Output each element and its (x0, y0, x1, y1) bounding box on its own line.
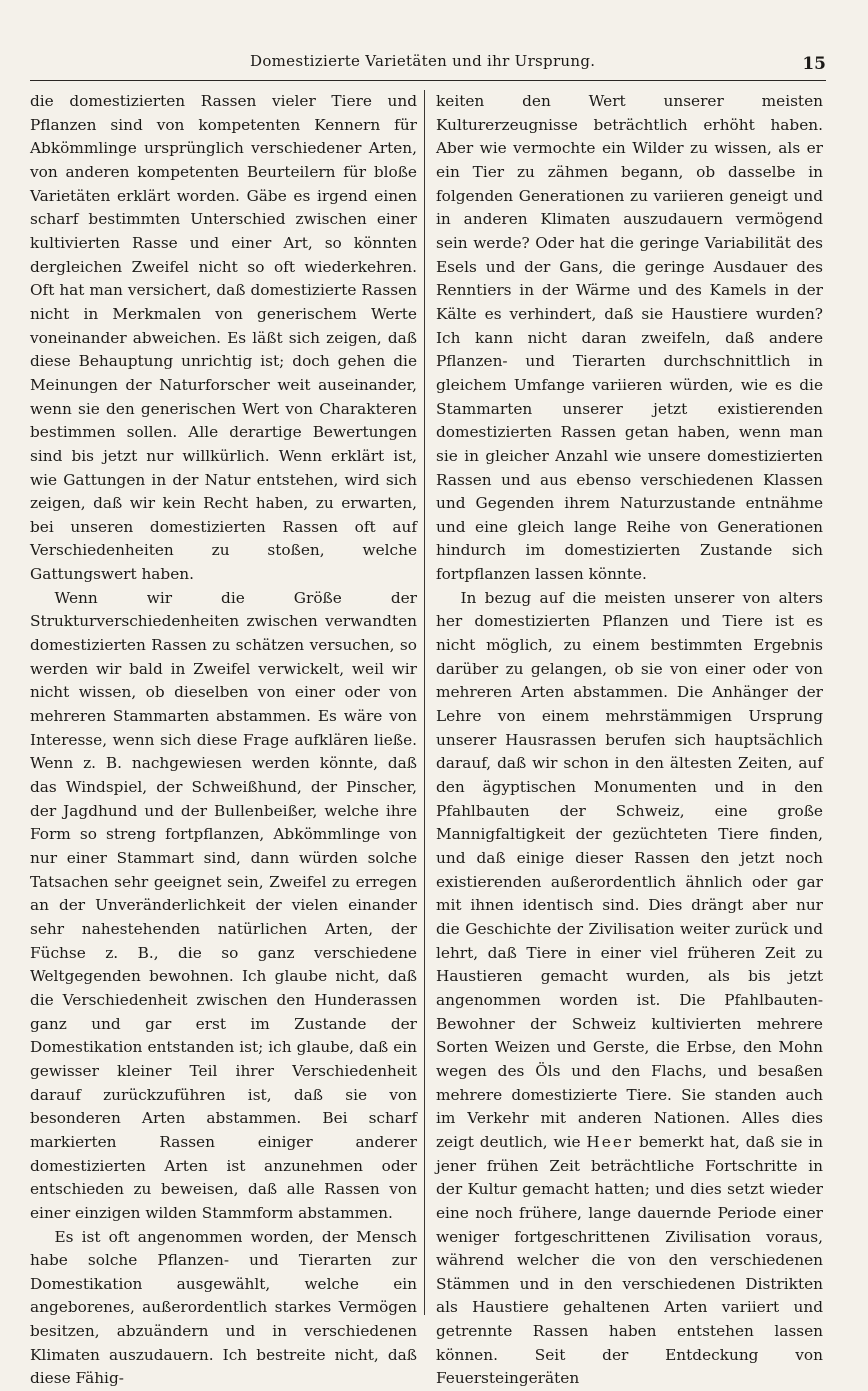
right-column (436, 90, 823, 1320)
column-divider (424, 90, 425, 1315)
paragraph: die domestizierten Rassen vieler Tiere und Pflanzen sind von kompetenten Kennern für Abkömmlinge ursprünglich verschiedener Arten, von anderen kompetenten Beurteilern für bloße Varietäten erklärt worden. Gäbe es irgend einen scharf bestimmten Unterschied zwischen einer kultivierten Rasse und einer Art, so könnten dergleichen Zweifel nicht so oft wiederkehren. Oft hat man versichert, daß domestizierte Rassen nicht in Merkmalen von generischem Werte voneinander abweichen. Es läßt sich zeigen, daß diese Behauptung unrichtig ist; doch gehen die Meinungen der Naturforscher weit auseinander, wenn sie den generischen Wert von Charakteren bestimmen sollen. Alle derartige Bewertungen sind bis jetzt nur willkürlich. Wenn erklärt ist, wie Gattungen in der Natur entstehen, wird sich zeigen, daß wir kein Recht haben, zu erwarten, bei unseren domestizierten Rassen oft auf Verschiedenheiten zu stoßen, welche Gattungswert haben. (30, 90, 417, 587)
left-column (30, 90, 417, 1320)
page-number: 15 (802, 54, 826, 74)
author-name: Heer (586, 1133, 633, 1151)
paragraph (436, 587, 823, 1391)
paragraph-text: In bezug auf die meisten unserer von alters her domestizierten Pflanzen und Tiere ist es nicht möglich, zu einem bestimmten Ergebnis darüber zu gelangen, ob sie von einer oder von mehreren Arten abstammen. Die Anhänger der Lehre von einem mehrstämmigen Ursprung unserer Hausrassen berufen sich hauptsächlich darauf, daß wir schon in den ältesten Zeiten, auf den ägyptischen Monumenten und in den Pfahlbauten der Schweiz, eine große Mannigfaltigkeit der gezüchteten Tiere finden, und daß einige dieser Rassen den jetzt noch existierenden außerordentlich ähnlich oder gar mit ihnen identisch sind. Dies drängt aber nur die Geschichte der Zivilisation weiter zurück und lehrt, daß Tiere in einer viel früheren Zeit zu Haustieren gemacht wurden, als bis jetzt angenommen worden ist. Die Pfahlbauten-Bewohner der Schweiz kultivierten mehrere Sorten Weizen und Gerste, die Erbse, den Mohn wegen des Öls und den Flachs, und besaßen mehrere domestizierte Tiere. Sie standen auch im Verkehr mit anderen Nationen. Alles dies zeigt deutlich, wie (436, 589, 823, 1151)
page-header (30, 50, 826, 81)
paragraph-text: bemerkt hat, daß sie in jener frühen Zeit beträchtliche Fortschritte in der Kultur gemacht hatten; und dies setzt wieder eine noch frühere, lange dauernde Periode einer weniger fortgeschrittenen Zivilisation voraus, während welcher die von den verschiedenen Stämmen und in den verschiedenen Distrikten als Haustiere gehaltenen Arten variiert und getrennte Rassen haben entstehen lassen können. Seit der Entdeckung von Feuersteingeräten (436, 1133, 823, 1388)
paragraph: Wenn wir die Größe der Strukturverschiedenheiten zwischen verwandten domestizierten Rassen zu schätzen versuchen, so werden wir bald in Zweifel verwickelt, weil wir nicht wissen, ob dieselben von einer oder von mehreren Stammarten abstammen. Es wäre von Interesse, wenn sich diese Frage aufklären ließe. Wenn z. B. nachgewiesen werden könnte, daß das Windspiel, der Schweißhund, der Pinscher, der Jagdhund und der Bullenbeißer, welche ihre Form so streng fortpflanzen, Abkömmlinge von nur einer Stammart sind, dann würden solche Tatsachen sehr geeignet sein, Zweifel zu erregen an der Unveränderlichkeit der vielen einander sehr nahestehenden natürlichen Arten, der Füchse z. B., die so ganz verschiedene Weltgegenden bewohnen. Ich glaube nicht, daß die Verschiedenheit zwischen den Hunderassen ganz und gar erst im Zustande der Domestikation entstanden ist; ich glaube, daß ein gewisser kleiner Teil ihrer Verschiedenheit darauf zurückzuführen ist, daß sie von besonderen Arten abstammen. Bei scharf markierten Rassen einiger anderer domestizierten Arten ist anzunehmen oder entschieden zu beweisen, daß alle Rassen von einer einzigen wilden Stammform abstammen. (30, 587, 417, 1226)
paragraph: keiten den Wert unserer meisten Kulturerzeugnisse beträchtlich erhöht haben. Aber wie vermochte ein Wilder zu wissen, als er ein Tier zu zähmen begann, ob dasselbe in folgenden Generationen zu variieren geneigt und in anderen Klimaten auszudauern vermögend sein werde? Oder hat die geringe Variabilität des Esels und der Gans, die geringe Ausdauer des Renntiers in der Wärme und des Kamels in der Kälte es verhindert, daß sie Haustiere wurden? Ich kann nicht daran zweifeln, daß andere Pflanzen- und Tierarten durchschnittlich in gleichem Umfange variieren würden, wie es die Stammarten unserer jetzt existierenden domestizierten Rassen getan haben, wenn man sie in gleicher Anzahl wie unsere domestizierten Rassen und aus ebenso verschiedenen Klassen und Gegenden ihrem Naturzustande entnähme und eine gleich lange Reihe von Generationen hindurch im domestizierten Zustande sich fortpflanzen lassen könnte. (436, 90, 823, 587)
running-title: Domestizierte Varietäten und ihr Ursprung. (250, 52, 595, 70)
paragraph: Es ist oft angenommen worden, der Mensch habe solche Pflanzen- und Tierarten zur Domestikation ausgewählt, welche ein angeborenes, außerordentlich starkes Vermögen besitzen, abzuändern und in verschiedenen Klimaten auszudauern. Ich bestreite nicht, daß diese Fähig- (30, 1226, 417, 1391)
